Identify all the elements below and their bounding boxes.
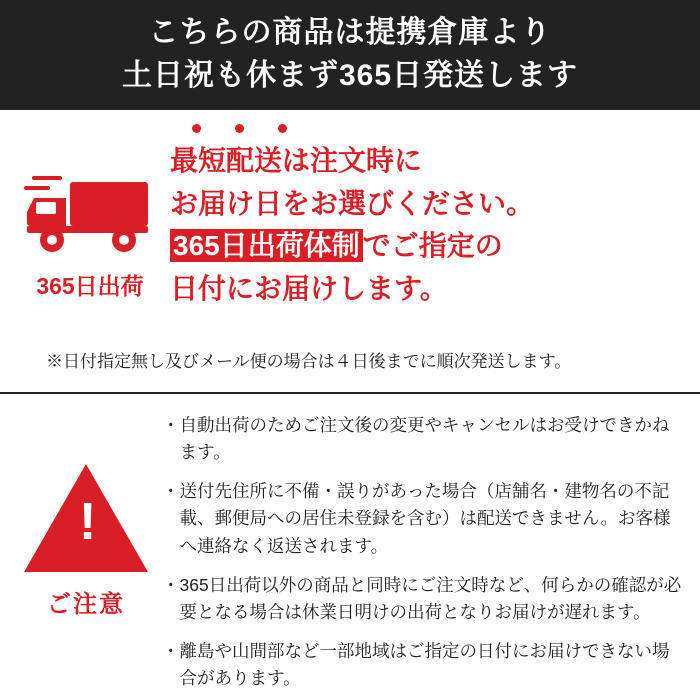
header-line-2: 土日祝も休まず365日発送します: [121, 59, 579, 92]
caution-section: [0, 394, 700, 700]
caution-list: [162, 408, 686, 700]
list-item-text: 送付先住所に不備・誤りがあった場合（店舗名・建物名の不記載、郵便局への居住未登録を含む）は配送できません。お客様へ連絡なく返送されます。: [179, 481, 671, 556]
list-item: [162, 572, 686, 626]
delivery-line-3-highlight: 365日出荷体制: [170, 229, 363, 262]
list-bullet: ・: [162, 574, 180, 595]
truck-label: 365日出荷: [36, 273, 144, 299]
decorative-dots: [192, 124, 287, 133]
delivery-line-1: 最短配送は注文時に: [170, 145, 423, 176]
delivery-line-2: お届け日をお選びください。: [170, 187, 535, 219]
delivery-line-4: 日付にお届けします。: [170, 272, 448, 304]
dot-2: [235, 124, 244, 133]
list-bullet: ・: [162, 415, 180, 435]
truck-icon: [24, 172, 156, 258]
header-line-1: こちらの商品は提携倉庫より: [148, 16, 552, 50]
delivery-section: [0, 110, 700, 392]
dot-1: [192, 124, 201, 133]
warning-triangle-icon: [24, 464, 148, 572]
list-item: [162, 638, 686, 692]
list-item-text: 自動出荷のためご注文後の変更やキャンセルはお受けできかねます。: [179, 415, 670, 463]
list-item-text: 離島や山間部など一部地域はご指定の日付にお届けできない場合があります。: [179, 640, 670, 688]
dot-3: [278, 124, 287, 133]
list-bullet: ・: [162, 640, 180, 661]
list-item: [162, 412, 686, 466]
caution-label: ご注意: [47, 591, 125, 618]
list-item-text: 365日出荷以外の商品と同時にご注文時など、何らかの確認が必要となる場合は休業日明けの出荷となりお届けが遅れます。: [179, 574, 682, 622]
list-bullet: ・: [162, 481, 180, 502]
caution-icon-column: [10, 408, 162, 700]
list-item: [162, 478, 686, 559]
delivery-line-3-rest: でご指定の: [362, 230, 503, 262]
delivery-note: ※日付指定無し及びメール便の場合は４日後までに順次発送します。: [46, 352, 572, 372]
exclamation-mark: !: [79, 493, 97, 551]
banner-header: [0, 0, 700, 110]
delivery-line-3: [170, 225, 690, 268]
